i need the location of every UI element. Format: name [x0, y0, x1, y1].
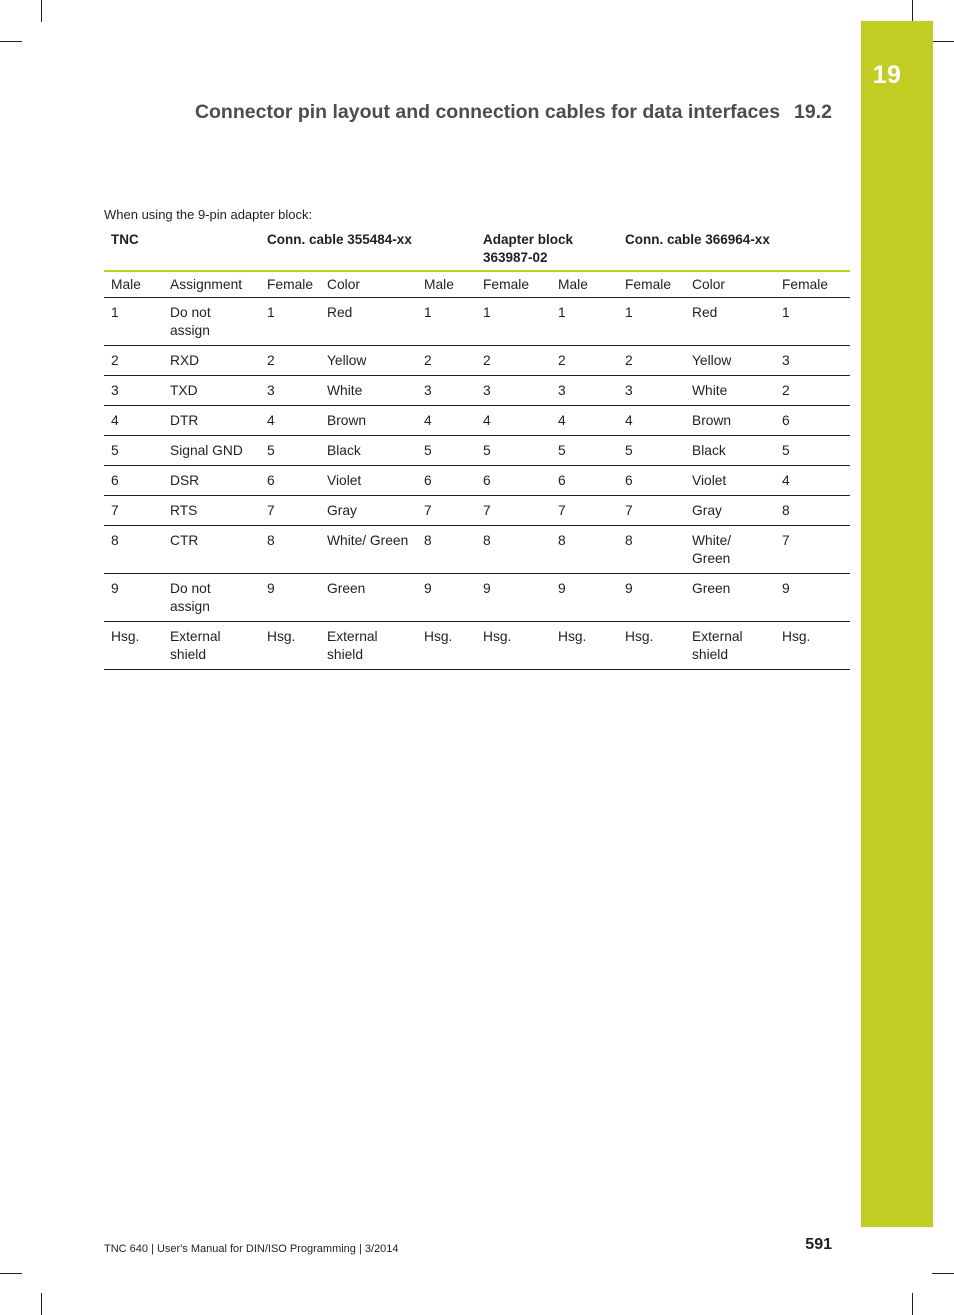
table-cell: Red [685, 298, 775, 346]
table-cell: White/ Green [685, 526, 775, 574]
table-cell: Brown [320, 406, 417, 436]
table-cell: 5 [417, 436, 476, 466]
table-cell: Hsg. [618, 622, 685, 670]
table-row [104, 346, 850, 376]
table-cell: 4 [775, 466, 850, 496]
table-cell: 7 [476, 496, 551, 526]
table-cell: 6 [104, 466, 163, 496]
table-cell: Hsg. [551, 622, 618, 670]
table-cell: 7 [551, 496, 618, 526]
table-cell: 5 [618, 436, 685, 466]
table-cell: 4 [260, 406, 320, 436]
intro-text: When using the 9-pin adapter block: [104, 207, 313, 222]
table-cell: 5 [260, 436, 320, 466]
table-row [104, 376, 850, 406]
table-cell: 2 [417, 346, 476, 376]
table-cell: Gray [320, 496, 417, 526]
table-cell: 4 [417, 406, 476, 436]
table-cell: DTR [163, 406, 260, 436]
table-cell: 7 [775, 526, 850, 574]
table-cell: 2 [618, 346, 685, 376]
table-row [104, 298, 850, 346]
table-cell: RXD [163, 346, 260, 376]
table-cell: 6 [618, 466, 685, 496]
table-cell: Do not assign [163, 574, 260, 622]
table-cell: DSR [163, 466, 260, 496]
table-cell: 7 [417, 496, 476, 526]
table-cell: 5 [551, 436, 618, 466]
header-section: 19.2 [794, 101, 832, 123]
table-column-header [104, 271, 850, 298]
table-cell: Black [685, 436, 775, 466]
group-header-cell: Conn. cable 355484-xx [260, 230, 476, 271]
table-cell: 3 [417, 376, 476, 406]
crop-mark [912, 1293, 913, 1315]
table-cell: 3 [618, 376, 685, 406]
table-cell: 8 [618, 526, 685, 574]
table-cell: 9 [104, 574, 163, 622]
table-cell: 1 [618, 298, 685, 346]
table-cell: 1 [551, 298, 618, 346]
table-cell: White [685, 376, 775, 406]
table-cell: 3 [775, 346, 850, 376]
header-title: Connector pin layout and connection cables for data interfaces [194, 101, 781, 123]
table-cell: White [320, 376, 417, 406]
pin-layout-table [104, 230, 850, 670]
table-cell: 2 [260, 346, 320, 376]
crop-mark [932, 1273, 954, 1274]
table-cell: External shield [163, 622, 260, 670]
table-cell: 9 [551, 574, 618, 622]
column-header-cell: Male [417, 271, 476, 298]
table-cell: Yellow [320, 346, 417, 376]
chapter-tab [861, 21, 933, 1227]
table-row [104, 466, 850, 496]
table-cell: 1 [775, 298, 850, 346]
column-header-cell: Female [476, 271, 551, 298]
table-cell: 7 [618, 496, 685, 526]
table-cell: 2 [551, 346, 618, 376]
crop-mark [0, 41, 22, 42]
table-group-header [104, 230, 850, 271]
table-cell: Green [320, 574, 417, 622]
table-row [104, 574, 850, 622]
crop-mark [932, 41, 954, 42]
column-header-cell: Male [551, 271, 618, 298]
table-cell: 8 [551, 526, 618, 574]
table-cell: 4 [476, 406, 551, 436]
table-cell: 5 [476, 436, 551, 466]
table-cell: Hsg. [476, 622, 551, 670]
table-cell: Red [320, 298, 417, 346]
table-cell: 4 [618, 406, 685, 436]
table-cell: 7 [104, 496, 163, 526]
table-cell: 3 [260, 376, 320, 406]
table-cell: 8 [104, 526, 163, 574]
table-cell: CTR [163, 526, 260, 574]
crop-mark [0, 1273, 22, 1274]
table-cell: 1 [476, 298, 551, 346]
table-cell: 8 [417, 526, 476, 574]
column-header-cell: Color [685, 271, 775, 298]
footer-text: TNC 640 | User's Manual for DIN/ISO Programming | 3/2014 [104, 1243, 399, 1255]
table-cell: 3 [104, 376, 163, 406]
table-cell: Black [320, 436, 417, 466]
table-row [104, 406, 850, 436]
group-header-cell: Conn. cable 366964-xx [618, 230, 850, 271]
table-cell: 8 [476, 526, 551, 574]
table-cell: 1 [260, 298, 320, 346]
table-cell: 1 [417, 298, 476, 346]
table-cell: 3 [476, 376, 551, 406]
table-cell: Violet [320, 466, 417, 496]
table-row [104, 526, 850, 574]
table-cell: 4 [551, 406, 618, 436]
table-cell: 4 [104, 406, 163, 436]
table-cell: 9 [417, 574, 476, 622]
column-header-cell: Female [775, 271, 850, 298]
table-cell: External shield [320, 622, 417, 670]
table-cell: 7 [260, 496, 320, 526]
table-cell: Yellow [685, 346, 775, 376]
table-cell: 2 [476, 346, 551, 376]
page-number: 591 [805, 1236, 832, 1253]
table-row [104, 496, 850, 526]
table-cell: 8 [260, 526, 320, 574]
table-cell: External shield [685, 622, 775, 670]
table-cell: White/ Green [320, 526, 417, 574]
table-cell: 6 [417, 466, 476, 496]
table-cell: 1 [104, 298, 163, 346]
table-cell: 6 [775, 406, 850, 436]
table-cell: 9 [260, 574, 320, 622]
table-cell: 9 [476, 574, 551, 622]
crop-mark [912, 0, 913, 22]
crop-mark [41, 0, 42, 22]
table-cell: 2 [104, 346, 163, 376]
table-cell: 8 [775, 496, 850, 526]
column-header-cell: Color [320, 271, 417, 298]
table-cell: 5 [104, 436, 163, 466]
column-header-cell: Female [618, 271, 685, 298]
crop-mark [41, 1293, 42, 1315]
table-cell: 6 [476, 466, 551, 496]
table-cell: 3 [551, 376, 618, 406]
column-header-cell: Assignment [163, 271, 260, 298]
table-cell: Hsg. [417, 622, 476, 670]
table-cell: 6 [260, 466, 320, 496]
table-cell: 5 [775, 436, 850, 466]
group-header-cell: TNC [104, 230, 260, 271]
column-header-cell: Male [104, 271, 163, 298]
table-cell: Brown [685, 406, 775, 436]
table-cell: 2 [775, 376, 850, 406]
table-cell: Green [685, 574, 775, 622]
table-row [104, 436, 850, 466]
table-cell: 9 [618, 574, 685, 622]
group-header-cell: Adapter block 363987-02 [476, 230, 618, 271]
table-cell: Signal GND [163, 436, 260, 466]
table-cell: TXD [163, 376, 260, 406]
table-cell: Hsg. [260, 622, 320, 670]
column-header-cell: Female [260, 271, 320, 298]
table-cell: Hsg. [775, 622, 850, 670]
table-cell: 9 [775, 574, 850, 622]
table-cell: RTS [163, 496, 260, 526]
running-header [195, 101, 832, 124]
table-cell: 6 [551, 466, 618, 496]
table-cell: Gray [685, 496, 775, 526]
table-row [104, 622, 850, 670]
table-cell: Do not assign [163, 298, 260, 346]
table-cell: Violet [685, 466, 775, 496]
chapter-number: 19 [872, 61, 902, 89]
table-cell: Hsg. [104, 622, 163, 670]
